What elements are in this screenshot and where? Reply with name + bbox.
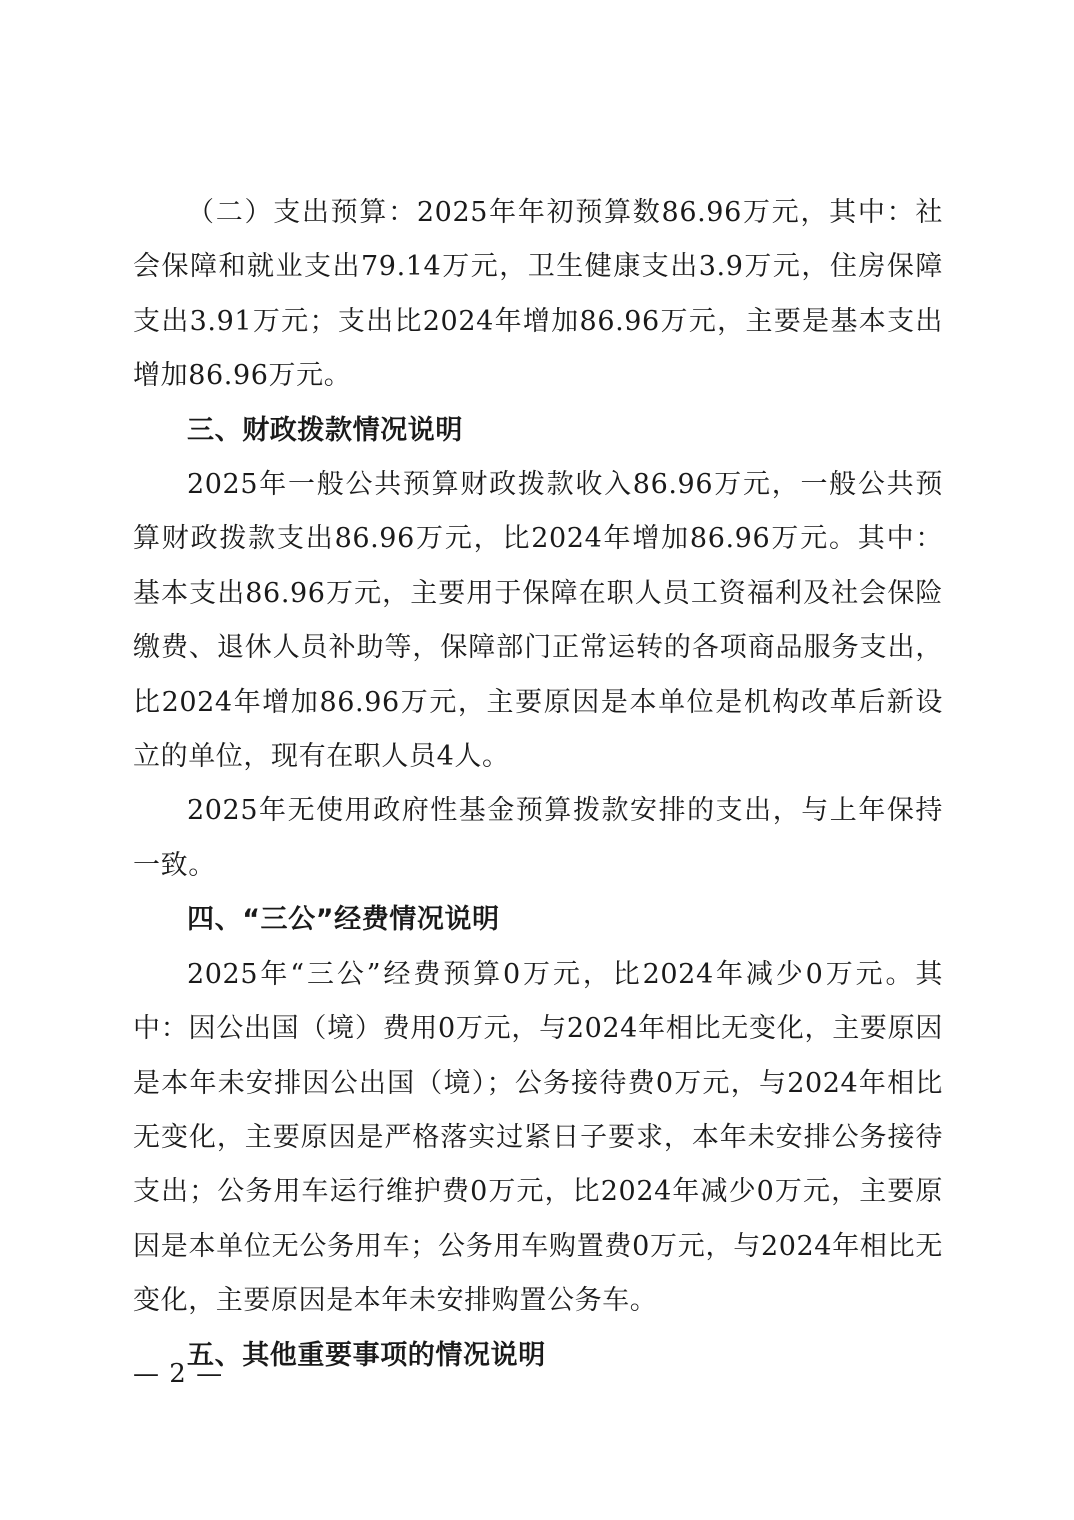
paragraph-general-budget: 2025年一般公共预算财政拨款收入86.96万元，一般公共预算财政拨款支出86.96万元，比2024年增加86.96万元。其中：基本支出86.96万元，主要用于保障在职人员工资福利及社会保险缴费、退休人员补助等，保障部门正常运转的各项商品服务支出，比2024年增加86.96万元，主要原因是本单位是机构改革后新设立的单位，现有在职人员4人。 [133, 469, 943, 773]
paragraph-government-fund: 2025年无使用政府性基金预算拨款安排的支出，与上年保持一致。 [133, 795, 943, 881]
page-number: — 2 — [133, 1359, 224, 1389]
heading-fiscal-appropriation: 三、财政拨款情况说明 [187, 414, 463, 446]
heading-other-matters: 五、其他重要事项的情况说明 [187, 1339, 546, 1371]
document-body [133, 186, 943, 1383]
heading-three-public-expenses: 四、“三公”经费情况说明 [187, 904, 500, 936]
paragraph-expenditure-budget: （二）支出预算：2025年年初预算数86.96万元，其中：社会保障和就业支出79.14万元，卫生健康支出3.9万元，住房保障支出3.91万元；支出比2024年增加86.96万元，主要是基本支出增加86.96万元。 [133, 197, 943, 392]
paragraph-three-public-details: 2025年“三公”经费预算0万元，比2024年减少0万元。其中：因公出国（境）费用0万元，与2024年相比无变化，主要原因是本年未安排因公出国（境）；公务接待费0万元，与2024年相比无变化，主要原因是严格落实过紧日子要求，本年未安排公务接待支出；公务用车运行维护费0万元，比2024年减少0万元，主要原因是本单位无公务用车；公务用车购置费0万元，与2024年相比无变化，主要原因是本年未安排购置公务车。 [133, 958, 943, 1317]
